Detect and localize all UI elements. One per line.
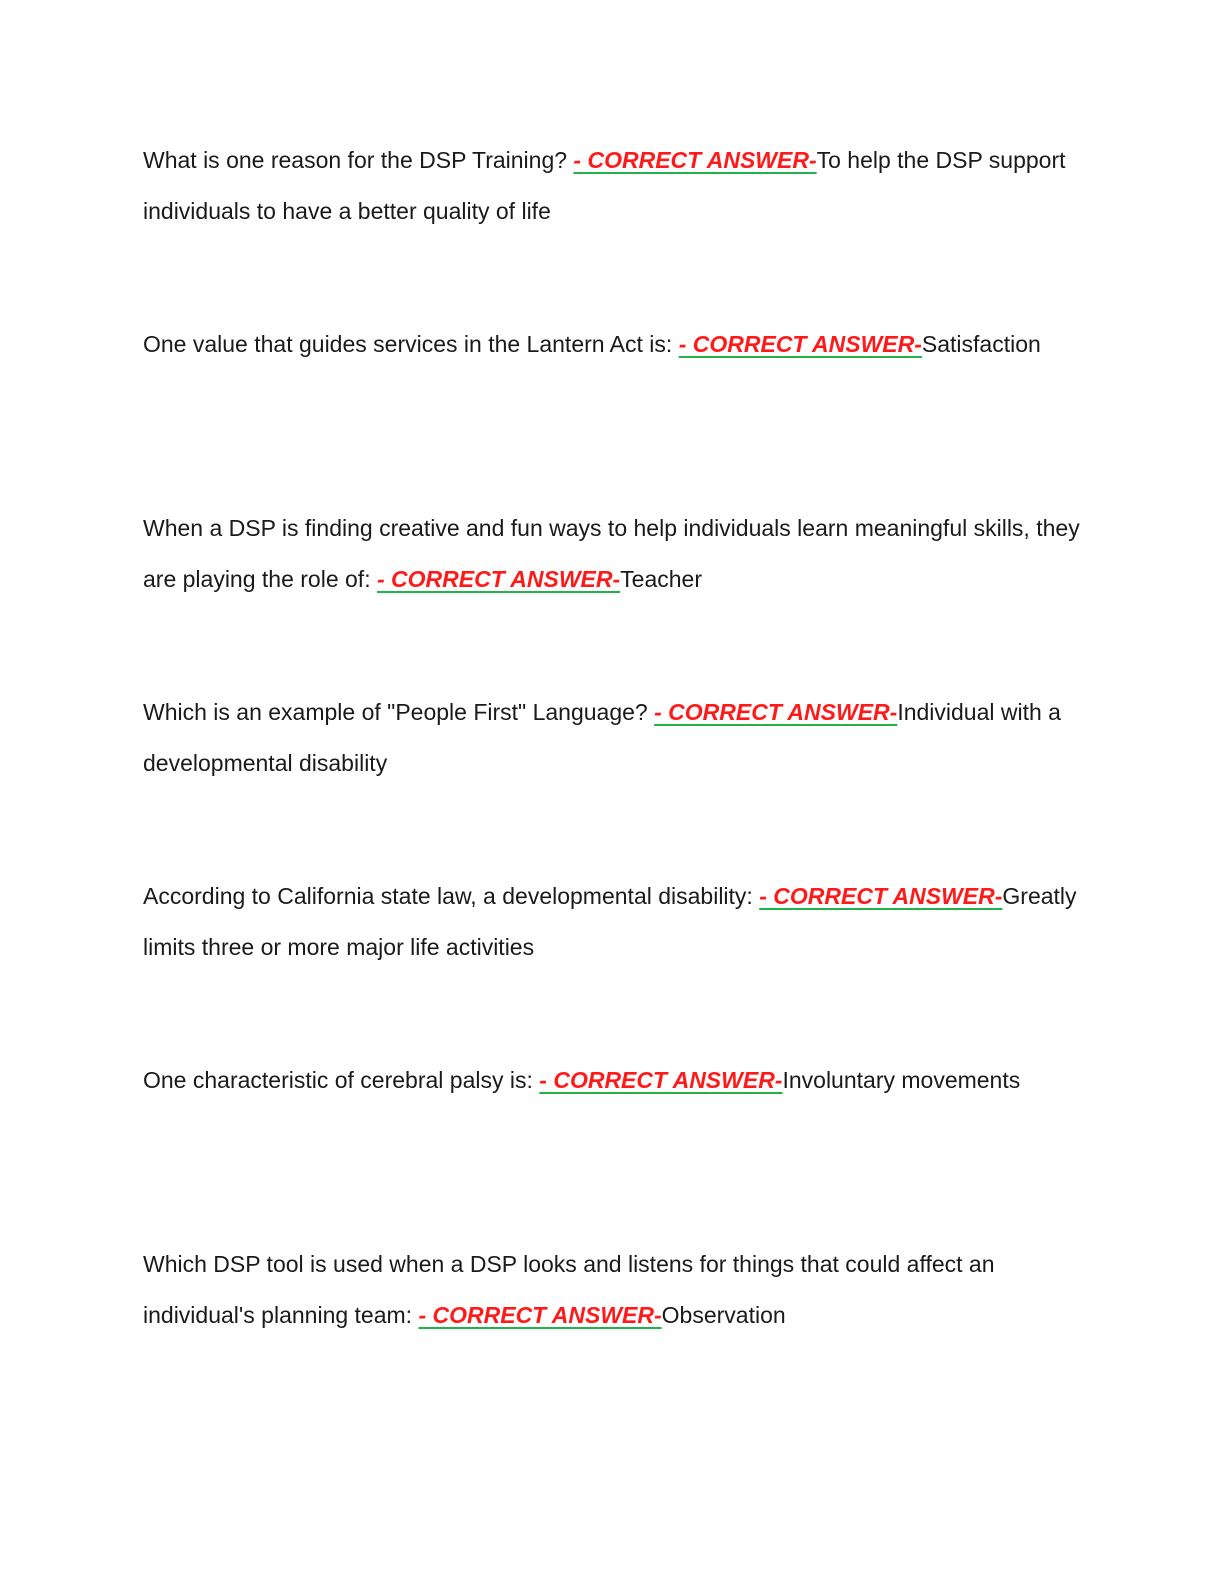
question-text: When a DSP is finding creative and fun ways to help individuals learn meaningful skills, they are playing the role of: [143,515,1080,592]
correct-answer-marker: - CORRECT ANSWER- [376,566,621,592]
question-text: Which DSP tool is used when a DSP looks and listens for things that could affect an individual's planning team: [143,1251,995,1328]
answer-text: Teacher [620,566,702,592]
correct-answer-marker: - CORRECT ANSWER- [654,699,898,725]
answer-text: Involuntary movements [782,1067,1021,1093]
correct-answer-marker: - CORRECT ANSWER- [573,147,817,173]
answer-text: Greatly limits three or more major life activities [143,883,1077,960]
correct-answer-marker: - CORRECT ANSWER- [759,883,1003,909]
question-text: Which is an example of "People First" Language? [143,699,655,725]
question-text: One characteristic of cerebral palsy is: [143,1067,540,1093]
question-text: What is one reason for the DSP Training? [143,147,574,173]
qa-item-2 [143,319,1083,370]
correct-answer-marker: - CORRECT ANSWER- [539,1067,783,1093]
qa-item-1 [143,135,1083,237]
qa-item-6 [143,1055,1083,1106]
question-text: One value that guides services in the Lantern Act is: [143,331,679,357]
answer-text: Satisfaction [921,331,1041,357]
qa-item-3 [143,503,1083,605]
correct-answer-marker: - CORRECT ANSWER- [678,331,922,357]
qa-item-7 [143,1239,1083,1341]
answer-text: Individual with a developmental disability [143,699,1061,776]
qa-item-4 [143,687,1083,789]
question-text: According to California state law, a developmental disability: [143,883,760,909]
qa-item-5 [143,871,1083,973]
answer-text: Observation [661,1302,786,1328]
answer-text: To help the DSP support individuals to have a better quality of life [143,147,1066,224]
correct-answer-marker: - CORRECT ANSWER- [418,1302,662,1328]
